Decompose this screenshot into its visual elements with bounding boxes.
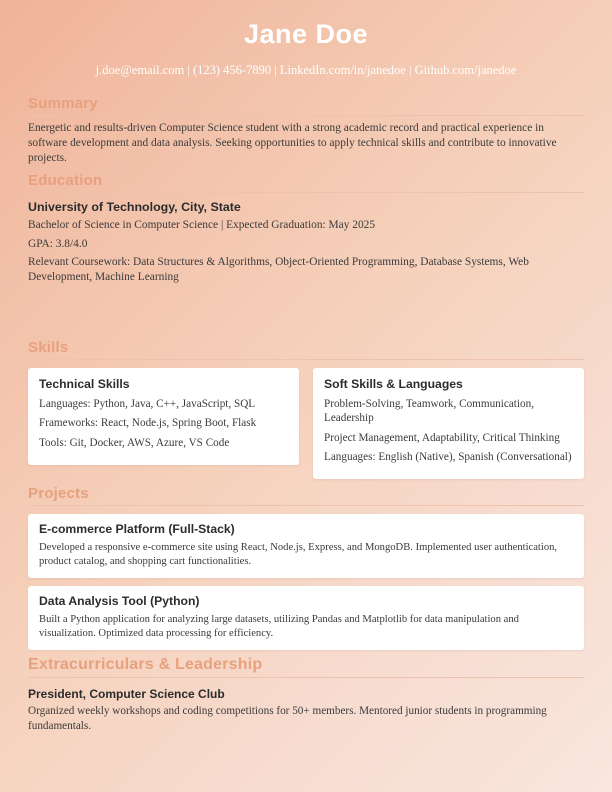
project-title: E-commerce Platform (Full-Stack)	[39, 522, 235, 537]
section-title-summary: Summary	[28, 95, 584, 116]
section-education	[28, 172, 584, 285]
summary-text: Energetic and results-driven Computer Science student with a strong academic record and practical experience in software development and data analysis. Seeking opportunities to apply technical skills and contribute to innovative projects.	[28, 121, 557, 164]
education-school: University of Technology, City, State	[28, 199, 241, 214]
contact-email[interactable]: j.doe@email.com	[95, 62, 185, 77]
section-title-extracurriculars: Extracurriculars & Leadership	[28, 656, 584, 678]
page-title: Jane Doe	[243, 19, 369, 49]
section-spacer	[28, 289, 584, 333]
soft-skills-title: Soft Skills & Languages	[324, 377, 463, 392]
technical-skills-line: Frameworks: React, Node.js, Spring Boot, Flask	[39, 417, 257, 430]
section-projects	[28, 485, 584, 650]
extracurricular-description: Organized weekly workshops and coding competitions for 50+ members. Mentored junior students in programming fundamentals.	[28, 705, 547, 732]
section-skills	[28, 339, 584, 479]
section-title-education: Education	[28, 172, 584, 193]
contact-phone[interactable]: (123) 456-7890	[192, 62, 272, 77]
section-title-skills: Skills	[28, 339, 584, 360]
education-coursework: Relevant Coursework: Data Structures & Algorithms, Object-Oriented Programming, Database Systems, Web Development, Machine Learning	[28, 256, 529, 284]
section-title-projects: Projects	[28, 485, 584, 506]
resume-body	[0, 95, 612, 734]
project-description: Built a Python application for analyzing large datasets, utilizing Pandas and Matplotlib for data manipulation and visualization. Optimized data processing for efficiency.	[39, 614, 519, 640]
education-degree: Bachelor of Science in Computer Science | Expected Graduation: May 2025	[28, 218, 376, 231]
soft-skills-card	[313, 368, 584, 479]
soft-skills-line: Languages: English (Native), Spanish (Conversational)	[324, 451, 572, 463]
resume-header	[0, 0, 612, 89]
project-description: Developed a responsive e-commerce site using React, Node.js, Express, and MongoDB. Implemented user authentication, product catalog, and shopping cart functionalities.	[39, 542, 558, 568]
soft-skills-line: Project Management, Adaptability, Critical Thinking	[324, 431, 560, 444]
education-gpa: GPA: 3.8/4.0	[28, 237, 88, 250]
contact-github[interactable]: Github.com/janedoe	[414, 62, 517, 77]
section-summary	[28, 95, 584, 166]
project-item	[28, 514, 584, 578]
project-title: Data Analysis Tool (Python)	[39, 594, 200, 609]
technical-skills-card	[28, 368, 299, 465]
contact-separator-3: |	[405, 62, 415, 77]
contact-separator-1: |	[184, 62, 193, 77]
technical-skills-line: Languages: Python, Java, C++, JavaScript, SQL	[39, 398, 256, 411]
project-item	[28, 586, 584, 650]
technical-skills-title: Technical Skills	[39, 377, 130, 392]
section-extracurriculars	[28, 656, 584, 734]
skills-grid	[28, 368, 584, 479]
technical-skills-line: Tools: Git, Docker, AWS, Azure, VS Code	[39, 436, 230, 449]
contact-linkedin[interactable]: LinkedIn.com/in/janedoe	[279, 62, 406, 77]
contact-line	[76, 62, 536, 79]
extracurricular-title: President, Computer Science Club	[28, 687, 225, 702]
contact-separator-2: |	[271, 62, 280, 77]
soft-skills-line: Problem-Solving, Teamwork, Communication, Leadership	[324, 398, 534, 425]
